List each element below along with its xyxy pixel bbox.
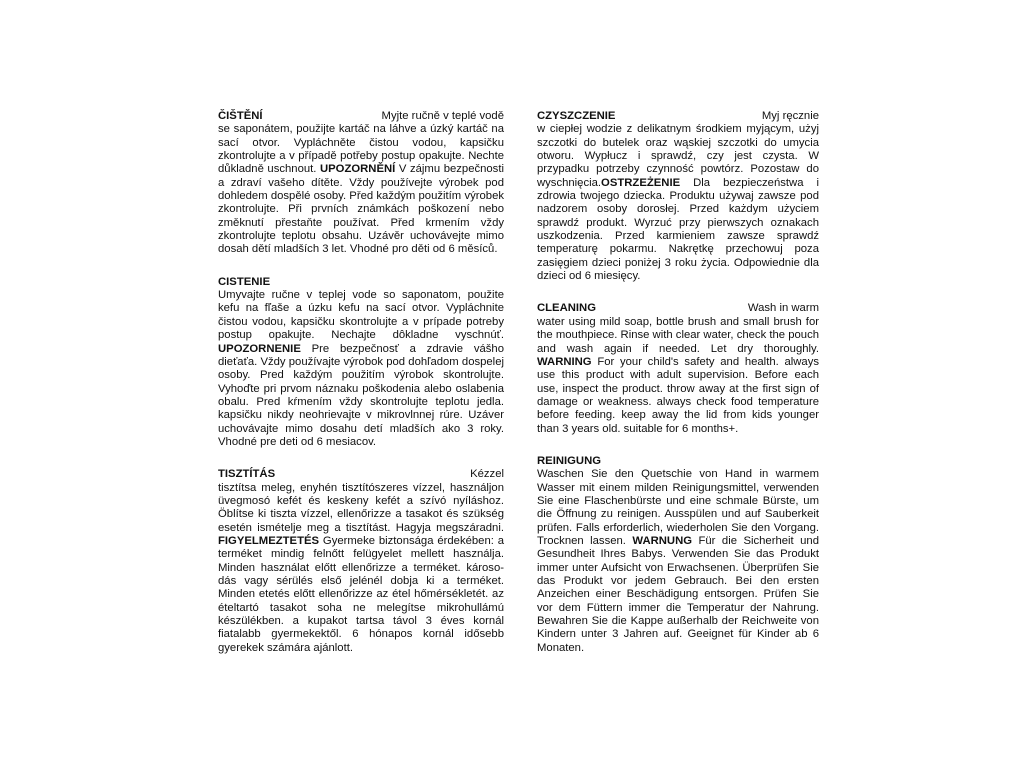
warning-czech: UPOZORNĚNÍ (319, 163, 396, 176)
lead-english: Wash in warm (747, 302, 819, 315)
body-czech-1: se saponátem, použijte kartáč na láhve a úzký kartáč na sací otvor. Vypláchněte čistou vodou, kapsičku zkontrolujte a v případě potřeby postup opakujte. Nechte důkladně uschnout. (218, 123, 504, 176)
warning-polish: OSTRZEŻENIE (601, 176, 681, 189)
body-czech-2: V zájmu bezpečnosti a zdraví vašeho dítěte. Vždy používejte výrobek pod dohledem dospělé osoby. Před každým použitím výrobek zkontrolujte. Při prvních známkách poškození nebo změknutí přestaňte používat. Před krmením vždy zkontrolujte teplotu obsahu. Uzávěr uchovávejte mimo dosah dětí mladších 3 let. Vhodné pro děti od 6 měsíců. (218, 163, 504, 256)
heading-english: CLEANING (537, 302, 596, 315)
body-slovak-1: Umyvajte ručne v teplej vode so saponatom, použite kefu na fľaše a úzku kefu na sací otvor. Vypláchnite čistou vodou, kapsičku skontrolujte a v prípade potreby postup opakujte. Nechajte dôkladne vyschnúť. (218, 289, 504, 342)
heading-line-czech (218, 110, 504, 123)
warning-hungarian: FIGYELMEZTETÉS (218, 534, 320, 547)
heading-german: REINIGUNG (537, 454, 602, 467)
heading-line-german (537, 455, 819, 468)
right-column (537, 110, 819, 655)
section-slovak (218, 276, 504, 449)
lead-czech: Myjte ručně v teplé vodě (381, 110, 504, 122)
warning-slovak: UPOZORNENIE (218, 342, 301, 355)
section-german (537, 455, 819, 655)
body-slovak-2: Pre bezpečnosť a zdravie vášho dieťaťa. Vždy používajte výrobok pod dohľadom dospelej osoby. Pred každým použitím výrobok skontrolujte. Vyhoďte pri prvom náznaku poškodenia alebo oslabenia obalu. Pred kŕmením vždy skontrolujte teplotu jedla. kapsičku nikdy neohrievajte v mikrovlnnej rúre. Uzáver uchovávajte mimo dosahu detí mladších ako 3 roky. Vhodné pre deti od 6 mesiacov. (218, 342, 504, 448)
lead-hungarian: Kézzel (470, 468, 504, 481)
heading-slovak: CISTENIE (218, 275, 271, 288)
heading-polish: CZYSZCZENIE (537, 110, 616, 122)
warning-english: WARNING (537, 355, 592, 368)
section-english (537, 302, 819, 435)
left-column (218, 110, 504, 655)
heading-czech: ČIŠTĚNÍ (218, 110, 263, 122)
body-hungarian-1: tisztítsa meleg, enyhén tisztítószeres vízzel, használjon üvegmosó kefét és keskeny kefét a szívó nyíláshoz. Öblítse ki tiszta vízzel, ellenőrizze a tasakot és szükség esetén ismételje meg a tisztítást. Hagyja megszáradni. (218, 481, 504, 534)
section-czech (218, 110, 504, 257)
heading-line-hungarian (218, 468, 504, 481)
heading-line-english (537, 302, 819, 315)
lead-polish: Myj ręcznie (761, 110, 819, 122)
section-polish (537, 110, 819, 283)
body-english-2: For your child's safety and health. always use this product with adult supervision. Before each use, inspect the product. throw away at the first sign of damage or weakness. always check food temperature before feeding. keep away the lid from kids younger than 3 years old. suitable for 6 months+. (537, 355, 819, 435)
body-hungarian-2: Gyermeke biztonsága érdekében: a terméket mindig felnőtt felügyelet mellett használja. Minden használat előtt ellenőrizze a terméket. károso- dás vagy sérülés első jelénél dobja ki a terméket. Minden etetés előtt ellenőrizze az étel hőmérsékletét. az ételtartó tasakot soha ne melegítse mikrohullámú készülékben. a kupakot tartsa távol 3 éves kornál fiatalabb gyermekektől. 6 hónapos kornál idősebb gyerekek számára ajánlott. (218, 534, 504, 654)
section-hungarian (218, 468, 504, 655)
warning-german: WARNUNG (632, 534, 693, 547)
body-polish-1: w ciepłej wodzie z delikatnym środkiem myjącym, użyj szczotki do butelek oraz wąskiej szczotki do umycia otworu. Wypłucz i sprawdź, czy jest czysta. W przypadku potrzeby czynność powtórz. Pozostaw do wyschnięcia. (537, 123, 819, 189)
heading-hungarian: TISZTÍTÁS (218, 468, 276, 481)
heading-line-slovak (218, 276, 504, 289)
body-german-1: Waschen Sie den Quetschie von Hand in warmem Wasser mit einem milden Reinigungsmittel, verwenden Sie eine Flaschenbürste und eine schmale Bürste, um die Öffnung zu reinigen. Ausspülen und auf Sauberkeit prüfen. Falls erforderlich, wiederholen Sie den Vorgang. Trocknen lassen. (537, 468, 819, 547)
heading-line-polish (537, 110, 819, 123)
body-german-2: Für die Sicherheit und Gesundheit Ihres Babys. Verwenden Sie das Produkt immer unter Aufsicht von Erwachsenen. Überprüfen Sie das Produkt vor jedem Gebrauch. Bei den ersten Anzeichen einer Beschädigung entsorgen. Prüfen Sie vor dem Füttern immer die Temperatur der Nahrung. Bewahren Sie die Kappe außerhalb der Reichweite von Kindern unter 3 Jahren auf. Geeignet für Kinder ab 6 Monaten. (537, 534, 819, 654)
body-polish-2: Dla bezpieczeństwa i zdrowia twojego dziecka. Produktu używaj zawsze pod nadzorem osoby dorosłej. Przed każdym użyciem sprawdź produkt. Wyrzuć przy pierwszych oznakach uszkodzenia. Przed karmieniem zawsze sprawdź temperaturę pokarmu. Nakrętkę przechowuj poza zasięgiem dzieci poniżej 3 roku życia. Odpowiednie dla dzieci od 6 miesięcy. (537, 176, 819, 283)
body-english-1: water using mild soap, bottle brush and small brush for the mouthpiece. Rinse with clear water, check the pouch and wash again if needed. Let dry thoroughly. (537, 315, 819, 355)
